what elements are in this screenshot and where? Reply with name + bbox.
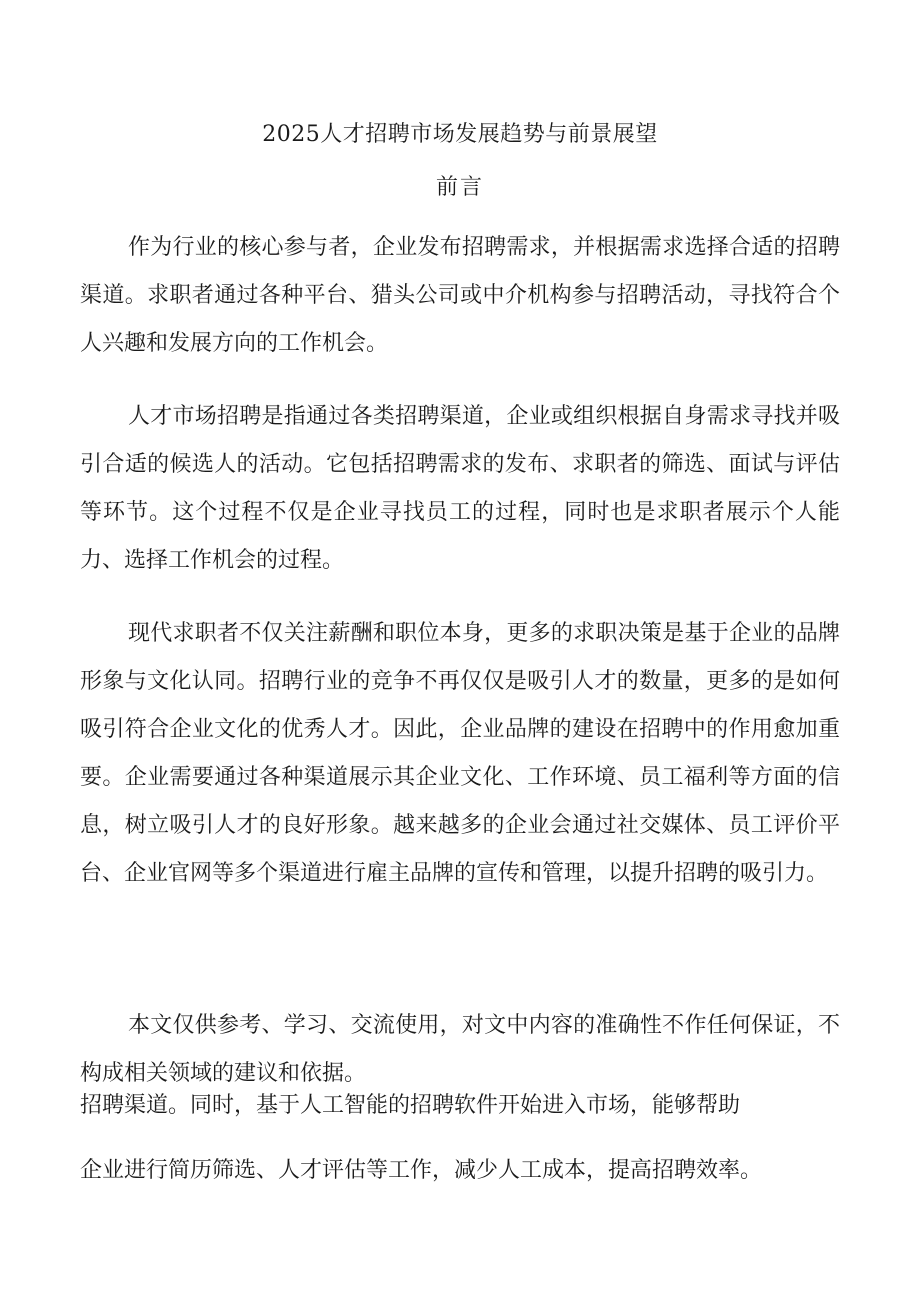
paragraph: 现代求职者不仅关注薪酬和职位本身，更多的求职决策是基于企业的品牌形象与文化认同。招聘行业的竞争不再仅仅是吸引人才的数量，更多的是如何吸引符合企业文化的优秀人才。因此，企业品牌的建设在招聘中的作用愈加重要。企业需要通过各种渠道展示其企业文化、工作环境、员工福利等方面的信息，树立吸引人才的良好形象。越来越多的企业会通过社交媒体、员工评价平台、企业官网等多个渠道进行雇主品牌的宣传和管理，以提升招聘的吸引力。 [80, 621, 840, 886]
paragraph: 本文仅供参考、学习、交流使用，对文中内容的准确性不作任何保证，不构成相关领域的建议和依据。 [80, 1013, 840, 1086]
paragraph: 作为行业的核心参与者，企业发布招聘需求，并根据需求选择合适的招聘渠道。求职者通过各种平台、猎头公司或中介机构参与招聘活动，寻找符合个人兴趣和发展方向的工作机会。 [80, 235, 840, 356]
text-line: 企业进行简历筛选、人才评估等工作，减少人工成本，提高招聘效率。 [80, 1158, 763, 1183]
section-heading-preface: 前言 [435, 175, 484, 200]
text-line: 招聘渠道。同时，基于人工智能的招聘软件开始进入市场，能够帮助 [80, 1093, 741, 1118]
document-title: 2025人才招聘市场发展趋势与前景展望 [262, 122, 658, 147]
paragraph: 人才市场招聘是指通过各类招聘渠道，企业或组织根据自身需求寻找并吸引合适的候选人的活动。它包括招聘需求的发布、求职者的筛选、面试与评估等环节。这个过程不仅是企业寻找员工的过程，同时也是求职者展示个人能力、选择工作机会的过程。 [80, 404, 840, 573]
